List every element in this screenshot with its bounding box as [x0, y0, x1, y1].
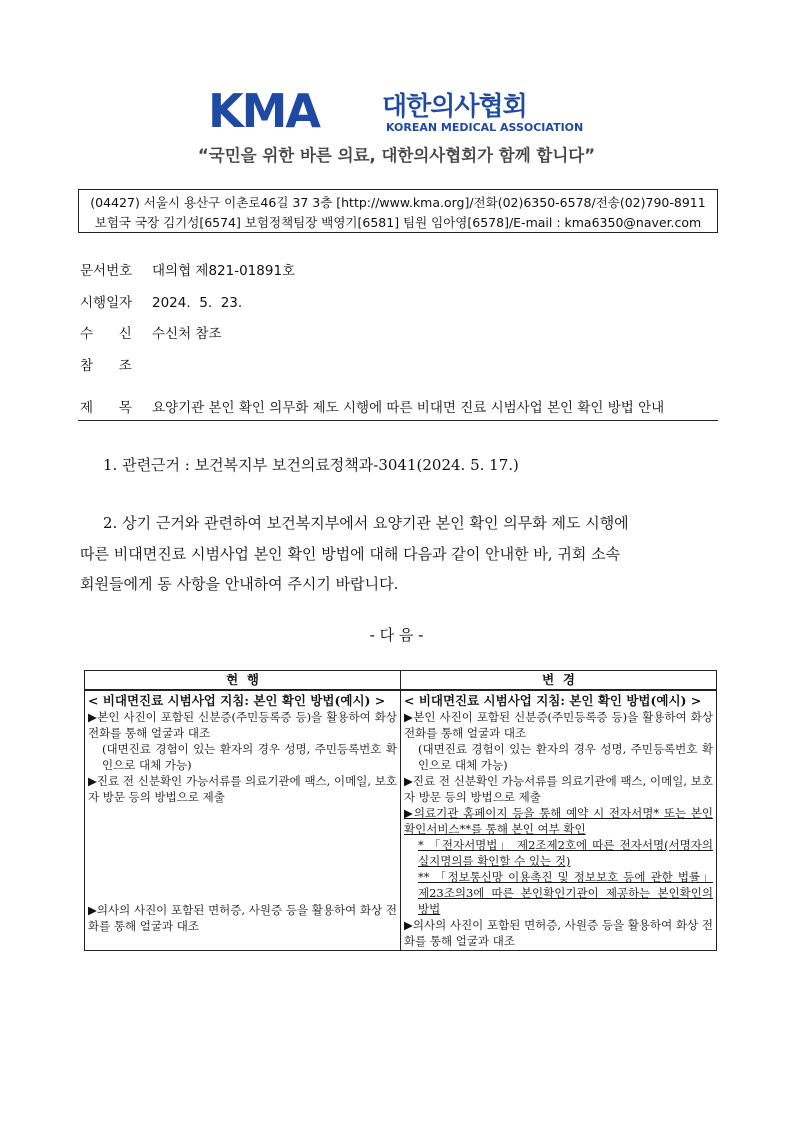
changed-column [401, 690, 717, 951]
subject-value: 요양기관 본인 확인 의무화 제도 시행에 따른 비대면 진료 시범사업 본인 확인 방법 안내 [152, 400, 665, 416]
changed-heading: < 비대면진료 시범사업 지침: 본인 확인 방법(예시) > [404, 693, 702, 708]
date-label: 시행일자 [80, 295, 133, 311]
body-para-1: 1. 관련근거 : 보건복지부 보건의료정책과-3041(2024. 5. 17.) [103, 456, 519, 474]
subject-label: 제 목 [80, 400, 132, 416]
body-para-2-line-2: 따른 비대면진료 시범사업 본인 확인 방법에 대해 다음과 같이 안내한 바, 귀회 소속 [80, 545, 621, 563]
current-item-2: ▶진료 전 신분확인 가능서류를 의료기관에 팩스, 이메일, 보호자 방문 등의 방법으로 제출 [88, 774, 397, 804]
current-column [85, 690, 401, 951]
recipient-label: 수 신 [80, 326, 132, 342]
date-row [80, 291, 242, 311]
comparison-table [84, 670, 717, 951]
recipient-row [80, 322, 222, 342]
contact-staff-line: 보험국 국장 김기성[6574] 보험정책팀장 백영기[6581] 팀원 임아영[6578]/E-mail : kma6350@naver.com [94, 215, 702, 230]
changed-new-note-1: * 「전자서명법」 제2조제2호에 따른 전자서명(서명자의 실지명의를 확인할 수 있는 것) [418, 838, 713, 868]
changed-new-note-2: ** 「정보통신망 이용촉진 및 정보보호 등에 관한 법률」 제23조의3에 따른 본인확인기관이 제공하는 본인확인의 방법 [418, 870, 713, 916]
recipient-value: 수신처 참조 [152, 326, 222, 342]
da-eum-heading: - 다 음 - [369, 626, 424, 644]
contact-address-line: (04427) 서울시 용산구 이촌로46길 37 3층 [http://www.kma.org]/전화(02)6350-6578/전송(02)790-8911 [90, 195, 706, 210]
doc-number-row [80, 259, 295, 279]
subject-row [80, 396, 664, 416]
current-empty-space [88, 805, 397, 902]
body-para-2-line-3: 회원들에게 동 사항을 안내하여 주시기 바랍니다. [80, 575, 399, 593]
table-body-row [85, 690, 717, 951]
contact-box [78, 189, 718, 233]
logo-letters: KMA [208, 84, 320, 138]
col-header-current: 현 행 [85, 671, 401, 691]
reference-label: 참 조 [80, 358, 132, 374]
current-item-1: ▶본인 사진이 포함된 신분증(주민등록증 등)을 활용하여 화상 전화를 통해 얼굴과 대조 [88, 710, 397, 740]
current-item-1-note: (대면진료 경험이 있는 환자의 경우 성명, 주민등록번호 확인으로 대체 가능) [102, 742, 397, 772]
logo-org-name-kor: 대한의사협회 [382, 92, 527, 122]
table-header-row [85, 671, 717, 691]
changed-item-2: ▶진료 전 신분확인 가능서류를 의료기관에 팩스, 이메일, 보호자 방문 등의 방법으로 제출 [404, 774, 713, 804]
subject-divider [78, 420, 718, 421]
doc-number-value: 대의협 제821-01891호 [152, 263, 296, 279]
body-para-2-line-1: 2. 상기 근거와 관련하여 보건복지부에서 요양기관 본인 확인 의무화 제도 시행에 [103, 514, 629, 532]
changed-new-item: ▶의료기관 홈페이지 등을 통해 예약 시 전자서명* 또는 본인확인서비스**를 통해 본인 여부 확인 [404, 806, 713, 836]
reference-row [80, 354, 152, 374]
current-heading: < 비대면진료 시범사업 지침: 본인 확인 방법(예시) > [88, 693, 386, 708]
current-item-3: ▶의사의 사진이 포함된 면허증, 사원증 등을 활용하여 화상 전화를 통해 얼굴과 대조 [88, 903, 397, 933]
kma-logo [208, 84, 588, 138]
slogan: “국민을 위한 바른 의료, 대한의사협회가 함께 합니다” [197, 146, 596, 165]
logo-org-name-eng: KOREAN MEDICAL ASSOCIATION [386, 121, 584, 134]
date-value: 2024. 5. 23. [152, 295, 243, 311]
changed-item-3: ▶의사의 사진이 포함된 면허증, 사원증 등을 활용하여 화상 전화를 통해 얼굴과 대조 [404, 918, 713, 948]
changed-item-1-note: (대면진료 경험이 있는 환자의 경우 성명, 주민등록번호 확인으로 대체 가능) [418, 742, 713, 772]
doc-number-label: 문서번호 [80, 263, 133, 279]
changed-item-1: ▶본인 사진이 포함된 신분증(주민등록증 등)을 활용하여 화상 전화를 통해 얼굴과 대조 [404, 710, 713, 740]
col-header-changed: 변 경 [401, 671, 717, 691]
